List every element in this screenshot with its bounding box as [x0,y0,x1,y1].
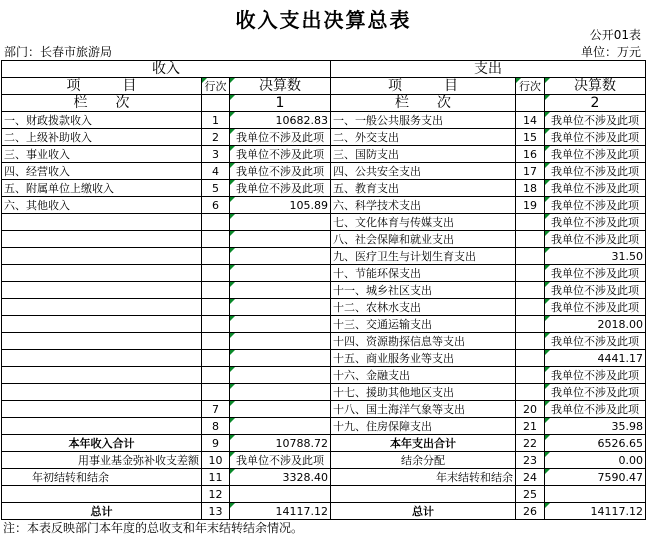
fund-no: 10 [202,452,230,469]
table-row [2,367,646,384]
income-total-value: 10788.72 [230,435,331,452]
expense-row-no: 16 [516,146,545,163]
income-row-no: 7 [202,401,230,418]
income-item-name [2,282,202,299]
expense-row-no [516,350,545,367]
expense-rowno-header: 行次 [516,78,545,95]
income-item-name: 一、财政拨款收入 [2,112,202,129]
expense-item-name: 八、社会保障和就业支出 [331,231,516,248]
expense-amount: 我单位不涉及此项 [545,112,646,129]
income-grand-total-value: 14117.12 [230,503,331,520]
expense-row-no [516,265,545,282]
income-row-no: 4 [202,163,230,180]
expense-item-name: 十一、城乡社区支出 [331,282,516,299]
income-amount [230,350,331,367]
income-row-no [202,384,230,401]
table-row [2,299,646,316]
expense-amount: 4441.17 [545,350,646,367]
table-row [2,180,646,197]
blank-row [2,486,646,503]
expense-item-name: 十七、援助其他地区支出 [331,384,516,401]
expense-item-name: 一、一般公共服务支出 [331,112,516,129]
income-amount [230,248,331,265]
income-row-no [202,350,230,367]
expense-amount: 我单位不涉及此项 [545,197,646,214]
expense-row-no [516,248,545,265]
expense-grand-total-label: 总计 [331,503,516,520]
income-amount-header: 决算数 [230,78,331,95]
expense-amount: 我单位不涉及此项 [545,146,646,163]
blank-income-label [2,486,202,503]
table-row [2,384,646,401]
distribution-no: 23 [516,452,545,469]
expense-amount: 我单位不涉及此项 [545,401,646,418]
expense-column-number: 2 [545,95,646,112]
expense-column-label: 栏 次 [331,95,516,112]
expense-row-no [516,282,545,299]
expense-amount: 我单位不涉及此项 [545,265,646,282]
income-rowno-header: 行次 [202,78,230,95]
table-row [2,418,646,435]
expense-item-name: 十六、金融支出 [331,367,516,384]
income-row-no: 3 [202,146,230,163]
expense-row-no [516,316,545,333]
income-amount: 我单位不涉及此项 [230,146,331,163]
income-item-name [2,418,202,435]
unit-label: 单位：万元 [580,45,641,59]
income-row-no [202,333,230,350]
income-amount [230,384,331,401]
table-row [2,146,646,163]
ending-balance-value: 7590.47 [545,469,646,486]
expense-item-name: 十九、住房保障支出 [331,418,516,435]
distribution-value: 0.00 [545,452,646,469]
income-item-name [2,367,202,384]
table-row [2,163,646,180]
expense-column-rowno [516,95,545,112]
income-column-rowno [202,95,230,112]
fund-value: 我单位不涉及此项 [230,452,331,469]
income-amount: 我单位不涉及此项 [230,163,331,180]
income-item-name: 五、附属单位上缴收入 [2,180,202,197]
expense-amount: 我单位不涉及此项 [545,180,646,197]
income-item-name: 四、经营收入 [2,163,202,180]
income-amount [230,367,331,384]
expense-amount: 我单位不涉及此项 [545,384,646,401]
form-number: 公开01表 [589,28,641,42]
report-title: 收入支出决算总表 [235,8,412,32]
table-row [2,248,646,265]
ending-balance-label: 年末结转和结余 [331,469,516,486]
table-row [2,316,646,333]
blank-expense-value [545,486,646,503]
income-amount: 105.89 [230,197,331,214]
income-amount: 我单位不涉及此项 [230,129,331,146]
income-item-name [2,333,202,350]
header-row-1 [2,61,646,78]
income-amount [230,282,331,299]
distribution-label: 结余分配 [331,452,516,469]
income-item-name [2,231,202,248]
total-row [2,435,646,452]
income-row-no [202,367,230,384]
income-column-number: 1 [230,95,331,112]
expense-row-no: 20 [516,401,545,418]
expense-item-name: 十三、交通运输支出 [331,316,516,333]
income-row-no [202,214,230,231]
expense-item-name: 三、国防支出 [331,146,516,163]
income-amount [230,214,331,231]
blank-expense-no: 25 [516,486,545,503]
expense-row-no: 21 [516,418,545,435]
ending-balance-no: 24 [516,469,545,486]
income-row-no [202,231,230,248]
income-item-header: 项 目 [2,78,202,95]
expense-amount: 31.50 [545,248,646,265]
expense-item-name: 十四、资源勘探信息等支出 [331,333,516,350]
income-amount [230,299,331,316]
expense-total-label: 本年支出合计 [331,435,516,452]
income-item-name: 三、事业收入 [2,146,202,163]
expense-row-no [516,299,545,316]
expense-row-no [516,333,545,350]
income-row-no [202,316,230,333]
expense-header: 支出 [331,61,646,78]
table-row [2,333,646,350]
department-label: 部门：长春市旅游局 [4,45,113,59]
expense-row-no [516,367,545,384]
income-item-name [2,214,202,231]
header-row-3 [2,95,646,112]
footnote: 注：本表反映部门本年度的总收支和年末结转结余情况。 [3,521,304,535]
income-total-no: 9 [202,435,230,452]
table-row [2,112,646,129]
expense-row-no: 14 [516,112,545,129]
expense-item-name: 六、科学技术支出 [331,197,516,214]
income-row-no [202,282,230,299]
income-amount: 10682.83 [230,112,331,129]
table-row [2,282,646,299]
income-row-no: 5 [202,180,230,197]
income-amount: 我单位不涉及此项 [230,180,331,197]
expense-item-name: 十五、商业服务业等支出 [331,350,516,367]
income-amount [230,265,331,282]
table-row [2,231,646,248]
expense-total-no: 22 [516,435,545,452]
income-item-name [2,384,202,401]
beginning-balance-no: 11 [202,469,230,486]
income-item-name [2,316,202,333]
blank-income-no: 12 [202,486,230,503]
beginning-balance-value: 3328.40 [230,469,331,486]
income-column-label: 栏 次 [2,95,202,112]
expense-item-name: 五、教育支出 [331,180,516,197]
expense-amount: 我单位不涉及此项 [545,214,646,231]
expense-amount: 我单位不涉及此项 [545,367,646,384]
income-row-no [202,248,230,265]
income-grand-total-label: 总计 [2,503,202,520]
expense-item-name: 二、外交支出 [331,129,516,146]
expense-row-no [516,231,545,248]
income-header: 收入 [2,61,331,78]
income-grand-total-no: 13 [202,503,230,520]
expense-item-name: 十二、农林水支出 [331,299,516,316]
expense-row-no [516,384,545,401]
fund-label: 用事业基金弥补收支差额 [2,452,202,469]
expense-amount: 我单位不涉及此项 [545,163,646,180]
expense-item-name: 十、节能环保支出 [331,265,516,282]
expense-row-no: 18 [516,180,545,197]
expense-amount: 2018.00 [545,316,646,333]
income-amount [230,418,331,435]
income-item-name [2,350,202,367]
income-row-no: 6 [202,197,230,214]
income-row-no: 2 [202,129,230,146]
expense-amount: 我单位不涉及此项 [545,129,646,146]
expense-row-no: 17 [516,163,545,180]
expense-grand-total-no: 26 [516,503,545,520]
expense-total-value: 6526.65 [545,435,646,452]
expense-row-no: 15 [516,129,545,146]
income-amount [230,401,331,418]
income-amount [230,231,331,248]
carryover-row [2,469,646,486]
table-row [2,401,646,418]
expense-amount: 我单位不涉及此项 [545,282,646,299]
income-item-name [2,248,202,265]
table-row [2,214,646,231]
expense-item-name: 四、公共安全支出 [331,163,516,180]
fund-row [2,452,646,469]
table-row [2,265,646,282]
income-row-no: 1 [202,112,230,129]
expense-amount: 我单位不涉及此项 [545,231,646,248]
income-item-name [2,265,202,282]
income-row-no: 8 [202,418,230,435]
income-row-no [202,299,230,316]
expense-row-no [516,214,545,231]
header-row-2 [2,78,646,95]
expense-amount: 我单位不涉及此项 [545,333,646,350]
expense-row-no: 19 [516,197,545,214]
blank-expense-label [331,486,516,503]
income-row-no [202,265,230,282]
expense-amount: 35.98 [545,418,646,435]
expense-grand-total-value: 14117.12 [545,503,646,520]
expense-item-name: 七、文化体育与传媒支出 [331,214,516,231]
beginning-balance-label: 年初结转和结余 [2,469,202,486]
table-row [2,350,646,367]
income-item-name [2,299,202,316]
summary-table [1,60,646,520]
table-row [2,197,646,214]
table-row [2,129,646,146]
income-item-name: 二、上级补助收入 [2,129,202,146]
expense-item-name: 九、医疗卫生与计划生育支出 [331,248,516,265]
income-item-name [2,401,202,418]
grand-total-row [2,503,646,520]
expense-amount-header: 决算数 [545,78,646,95]
income-amount [230,333,331,350]
expense-item-header: 项 目 [331,78,516,95]
blank-income-value [230,486,331,503]
expense-item-name: 十八、国土海洋气象等支出 [331,401,516,418]
income-amount [230,316,331,333]
income-total-label: 本年收入合计 [2,435,202,452]
income-item-name: 六、其他收入 [2,197,202,214]
expense-amount: 我单位不涉及此项 [545,299,646,316]
